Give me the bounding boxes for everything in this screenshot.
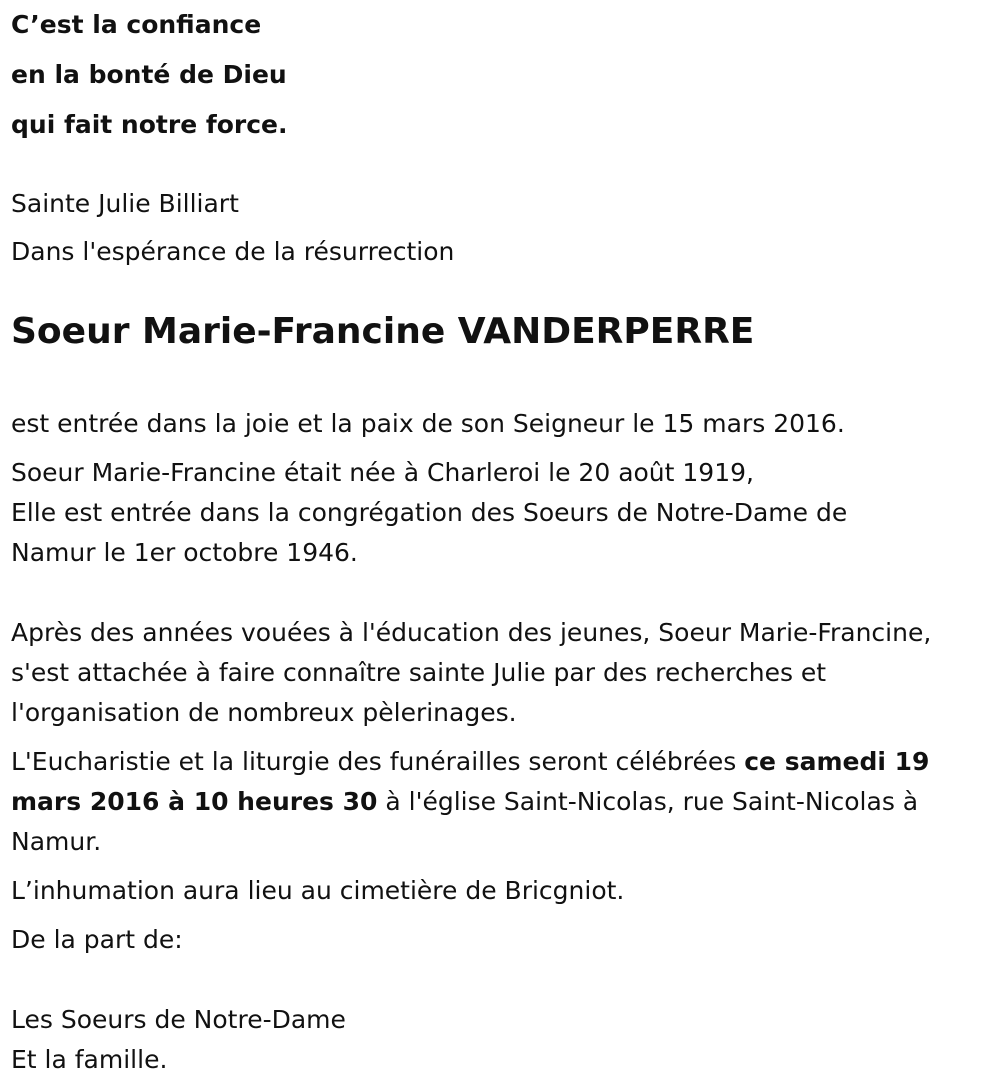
funeral-line-3: Namur. — [11, 827, 102, 856]
bio-line-3: Namur le 1er octobre 1946. — [11, 538, 358, 567]
funeral-line-1 — [11, 742, 991, 782]
burial-paragraph — [11, 871, 991, 911]
bio-line-2: Elle est entrée dans la congrégation des Soeurs de Notre-Dame de — [11, 498, 848, 527]
work-line-3: l'organisation de nombreux pèlerinages. — [11, 698, 517, 727]
quote-line-2: en la bonté de Dieu — [11, 60, 287, 89]
burial-line: L’inhumation aura lieu au cimetière de Bricgniot. — [11, 876, 625, 905]
attribution — [11, 180, 991, 276]
opening-quote — [11, 0, 991, 150]
funeral-paragraph — [11, 742, 991, 862]
quote-line-3: qui fait notre force. — [11, 110, 288, 139]
signers-line-1: Les Soeurs de Notre-Dame — [11, 1005, 346, 1034]
bio-line-1: Soeur Marie-Francine était née à Charleroi le 20 août 1919, — [11, 458, 754, 487]
work-line-1: Après des années vouées à l'éducation des jeunes, Soeur Marie-Francine, — [11, 618, 932, 647]
funeral-date-part-2: mars 2016 à 10 heures 30 — [11, 787, 378, 816]
biography-paragraph — [11, 453, 991, 573]
funeral-intro-text: L'Eucharistie et la liturgie des funérailles seront célébrées — [11, 747, 745, 776]
obituary-page — [11, 0, 991, 1080]
work-paragraph — [11, 613, 991, 733]
signers — [11, 1000, 991, 1080]
death-line: est entrée dans la joie et la paix de son Seigneur le 15 mars 2016. — [11, 409, 845, 438]
from-line: De la part de: — [11, 925, 183, 954]
work-line-2: s'est attachée à faire connaître sainte Julie par des recherches et — [11, 658, 827, 687]
deceased-name: Soeur Marie-Francine VANDERPERRE — [11, 311, 755, 352]
signers-line-2: Et la famille. — [11, 1045, 168, 1074]
funeral-date-part-1: ce samedi 19 — [744, 747, 930, 776]
death-announcement — [11, 404, 991, 444]
from-paragraph — [11, 920, 991, 960]
funeral-location-text: à l'église Saint-Nicolas, rue Saint-Nicolas à — [377, 787, 919, 816]
quote-line-1: C’est la confiance — [11, 10, 262, 39]
funeral-line-2 — [11, 782, 991, 822]
hope-statement: Dans l'espérance de la résurrection — [11, 237, 455, 266]
quote-author: Sainte Julie Billiart — [11, 189, 239, 218]
